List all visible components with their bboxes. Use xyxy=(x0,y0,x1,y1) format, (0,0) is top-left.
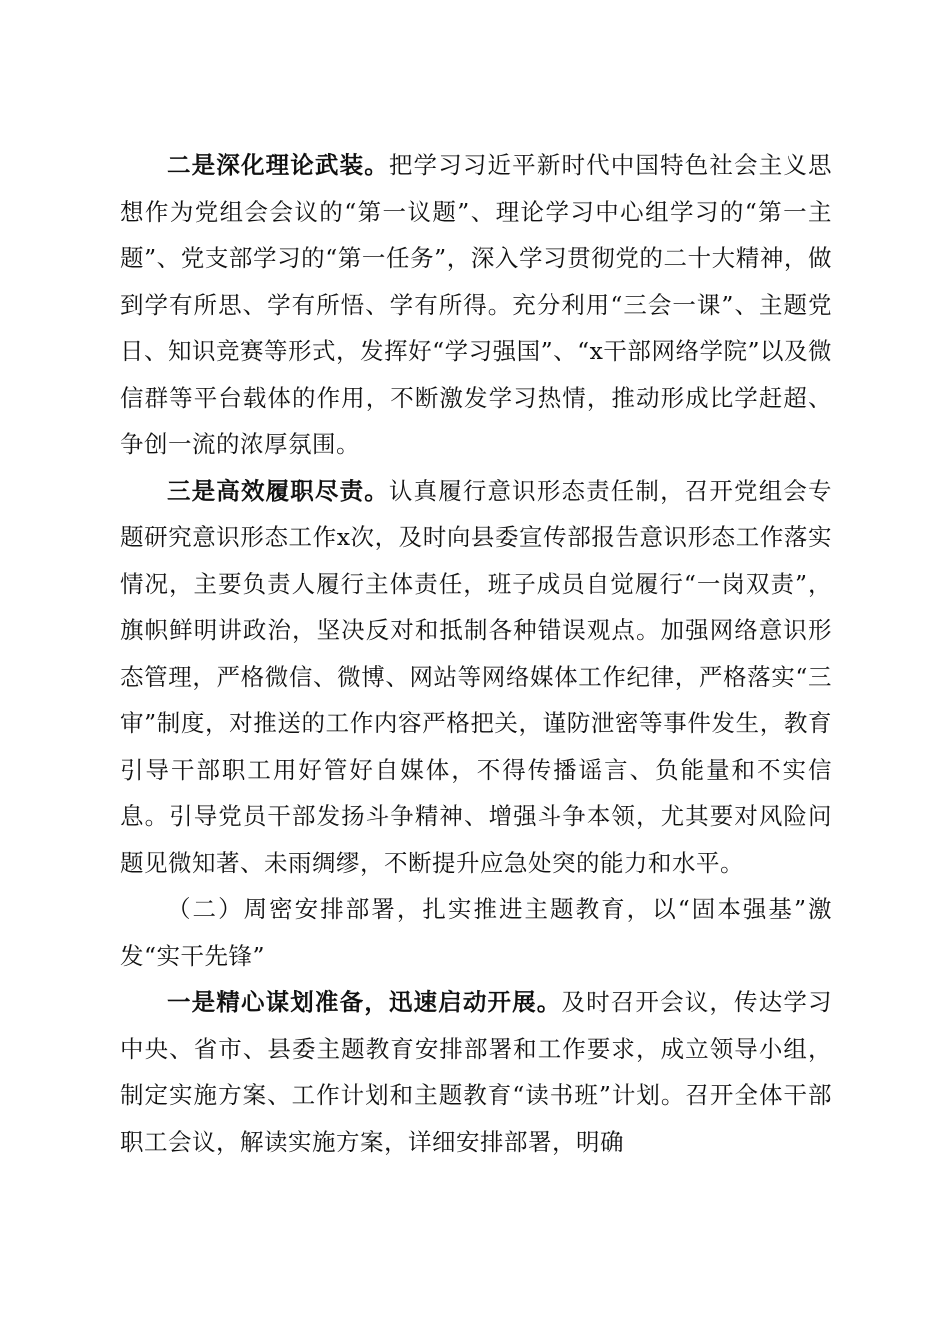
paragraph-perform-duties xyxy=(120,468,832,887)
paragraph-deepen-theory xyxy=(120,142,832,468)
section-heading xyxy=(120,886,832,979)
paragraph-body: 把学习习近平新时代中国特色社会主义思想作为党组会会议的“第一议题”、理论学习中心组学习的“第一主题”、党支部学习的“第一任务”，深入学习贯彻党的二十大精神，做到学有所思、学有所悟、学有所得。充分利用“三会一课”、主题党日、知识竞赛等形式，发挥好“学习强国”、“x干部网络学院”以及微信群等平台载体的作用，不断激发学习热情，推动形成比学赶超、争创一流的浓厚氛围。 xyxy=(120,151,833,458)
paragraph-lead: 三是高效履职尽责。 xyxy=(167,476,389,505)
paragraph-lead: 二是深化理论武装。 xyxy=(167,151,389,179)
paragraph-careful-planning xyxy=(120,979,832,1165)
section-heading-text: （二）周密安排部署，扎实推进主题教育，以“固本强基”激发“实干先锋” xyxy=(120,895,832,970)
paragraph-body: 认真履行意识形态责任制，召开党组会专题研究意识形态工作x次，及时向县委宣传部报告意识形态工作落实情况，主要负责人履行主体责任，班子成员自觉履行“一岗双责”，旗帜鲜明讲政治，坚决反对和抵制各种错误观点。加强网络意识形态管理，严格微信、微博、网站等网络媒体工作纪律，严格落实“三审”制度，对推送的工作内容严格把关，谨防泄密等事件发生，教育引导干部职工用好管好自媒体，不得传播谣言、负能量和不实信息。引导党员干部发扬斗争精神、增强斗争本领，尤其要对风险问题见微知著、未雨绸缪，不断提升应急处突的能力和水平。 xyxy=(120,476,833,877)
paragraph-body: 及时召开会议，传达学习中央、省市、县委主题教育安排部署和工作要求，成立领导小组，制定实施方案、工作计划和主题教育“读书班”计划。召开全体干部职工会议，解读实施方案，详细安排部署，明确 xyxy=(120,988,833,1156)
document-page xyxy=(120,142,832,1165)
paragraph-lead: 一是精心谋划准备，迅速启动开展。 xyxy=(167,988,562,1016)
